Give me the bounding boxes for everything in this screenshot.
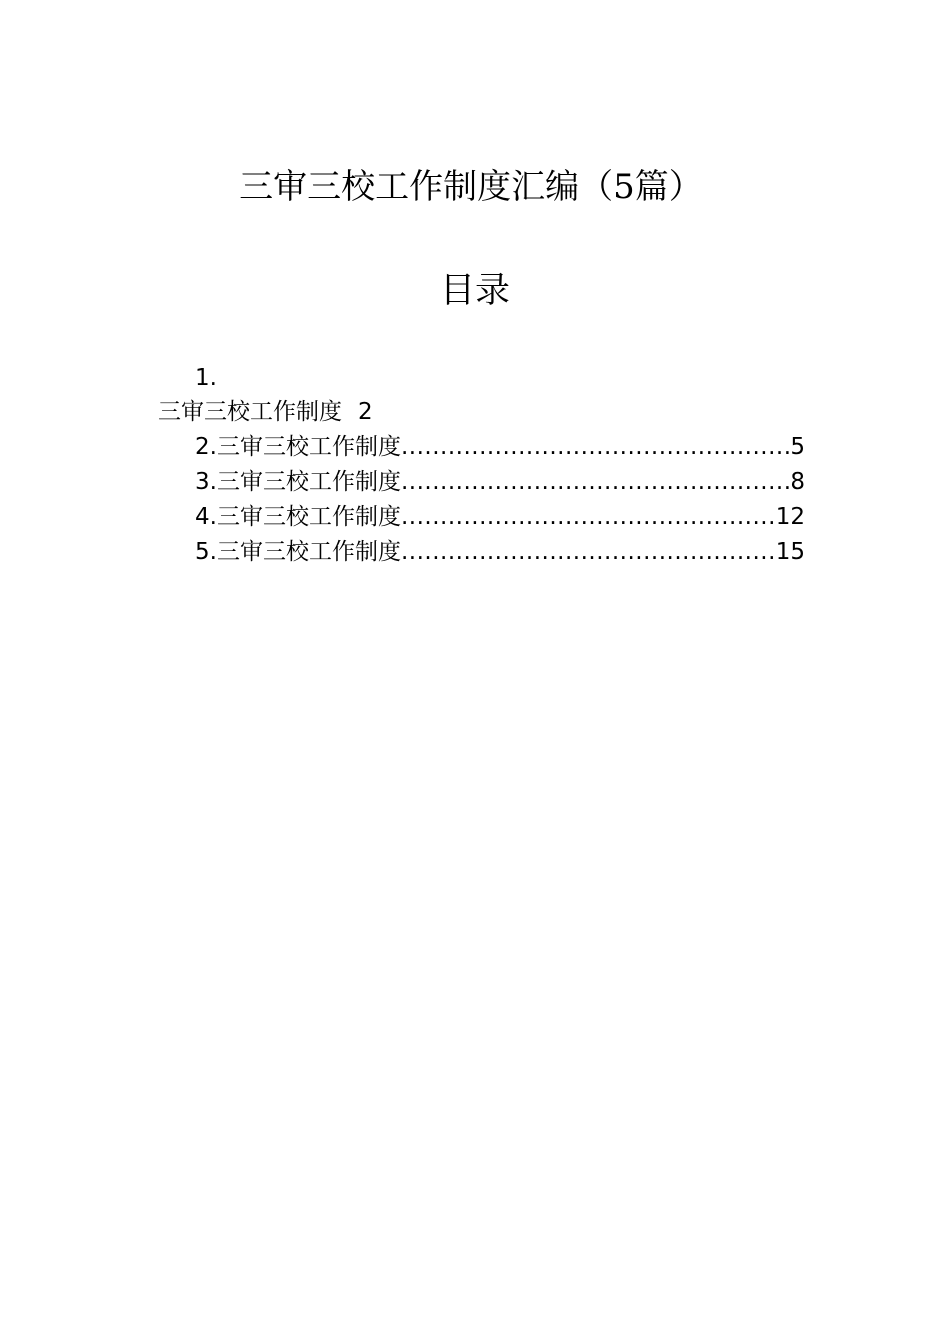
toc-item-3-label: 3.三审三校工作制度	[195, 469, 401, 495]
toc-item-3-page: 8	[790, 469, 805, 495]
toc-dot-leader	[401, 500, 776, 534]
toc-item-4[interactable]	[195, 500, 805, 534]
toc-item-1-label: 三审三校工作制度	[158, 399, 342, 425]
toc-item-4-label: 4.三审三校工作制度	[195, 504, 401, 530]
toc-item-4-page: 12	[775, 504, 805, 530]
toc-dot-leader	[401, 535, 776, 569]
document-title: 三审三校工作制度汇编（5篇）	[239, 167, 703, 207]
toc-item-1-page: 2	[358, 399, 373, 425]
toc-item-1[interactable]	[158, 396, 373, 428]
toc-item-1-number: 1.	[195, 365, 217, 391]
toc-dot-leader	[401, 465, 790, 499]
toc-item-2-page: 5	[790, 434, 805, 460]
toc-item-3[interactable]	[195, 465, 805, 499]
toc-item-5-label: 5.三审三校工作制度	[195, 539, 401, 565]
toc-item-2-label: 2.三审三校工作制度	[195, 434, 401, 460]
toc-item-5-page: 15	[775, 539, 805, 565]
toc-item-2[interactable]	[195, 430, 805, 464]
toc-dot-leader	[401, 430, 790, 464]
toc-item-5[interactable]	[195, 535, 805, 569]
toc-heading: 目录	[439, 271, 510, 311]
